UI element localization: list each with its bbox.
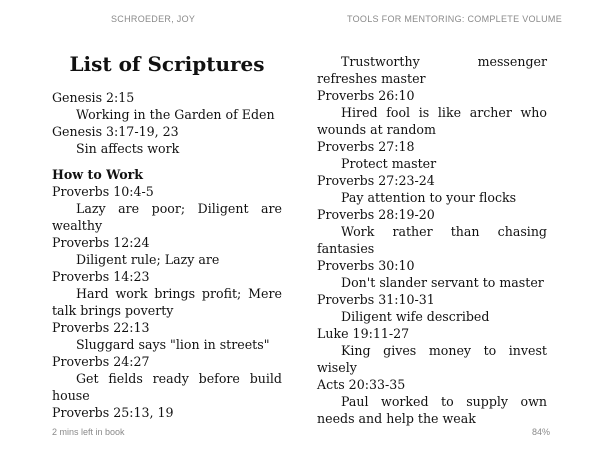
scripture-desc: Hired fool is like archer who wounds at random — [317, 105, 547, 137]
page-title: List of Scriptures — [69, 52, 265, 76]
scripture-desc: Paul worked to supply own needs and help the weak — [317, 394, 547, 426]
section-heading: How to Work — [52, 167, 144, 182]
scripture-ref: Acts 20:33-35 — [317, 377, 406, 392]
scripture-ref: Genesis 2:15 — [52, 90, 135, 105]
scripture-desc-continuation: Trustworthy messenger refreshes master — [317, 54, 547, 86]
scripture-desc: Sluggard says "lion in streets" — [76, 337, 270, 352]
scripture-desc: Sin affects work — [76, 141, 180, 156]
scripture-ref: Proverbs 31:10-31 — [317, 292, 435, 307]
scripture-ref: Proverbs 27:23-24 — [317, 173, 435, 188]
scripture-desc: Get fields ready before build house — [52, 371, 282, 403]
scripture-desc: Diligent rule; Lazy are — [76, 252, 220, 267]
scripture-ref: Proverbs 28:19-20 — [317, 207, 435, 222]
scripture-ref: Proverbs 25:13, 19 — [52, 405, 174, 420]
scripture-desc: Diligent wife described — [341, 309, 490, 324]
left-page-column — [52, 89, 282, 421]
scripture-ref: Proverbs 26:10 — [317, 88, 415, 103]
scripture-desc: Protect master — [341, 156, 437, 171]
scripture-ref: Proverbs 22:13 — [52, 320, 150, 335]
scripture-desc: Hard work brings profit; Mere talk brings poverty — [52, 286, 282, 318]
scripture-ref: Proverbs 30:10 — [317, 258, 415, 273]
scripture-desc: Working in the Garden of Eden — [76, 107, 275, 122]
time-left-indicator: 2 mins left in book — [52, 427, 125, 437]
scripture-ref: Proverbs 24:27 — [52, 354, 150, 369]
scripture-desc: Work rather than chasing fantasies — [317, 224, 547, 256]
right-page-column — [317, 53, 547, 427]
scripture-ref: Proverbs 27:18 — [317, 139, 415, 154]
scripture-ref: Genesis 3:17-19, 23 — [52, 124, 179, 139]
scripture-desc: Lazy are poor; Diligent are wealthy — [52, 201, 282, 233]
running-header-book-title: TOOLS FOR MENTORING: COMPLETE VOLUME — [347, 14, 562, 24]
running-header-author: SCHROEDER, JOY — [111, 14, 196, 24]
scripture-ref: Proverbs 12:24 — [52, 235, 150, 250]
scripture-ref: Proverbs 10:4-5 — [52, 184, 154, 199]
scripture-ref: Luke 19:11-27 — [317, 326, 410, 341]
progress-percent: 84% — [532, 427, 551, 437]
scripture-desc: Pay attention to your flocks — [341, 190, 517, 205]
scripture-ref: Proverbs 14:23 — [52, 269, 150, 284]
scripture-desc: King gives money to invest wisely — [317, 343, 547, 375]
scripture-desc: Don't slander servant to master — [341, 275, 544, 290]
